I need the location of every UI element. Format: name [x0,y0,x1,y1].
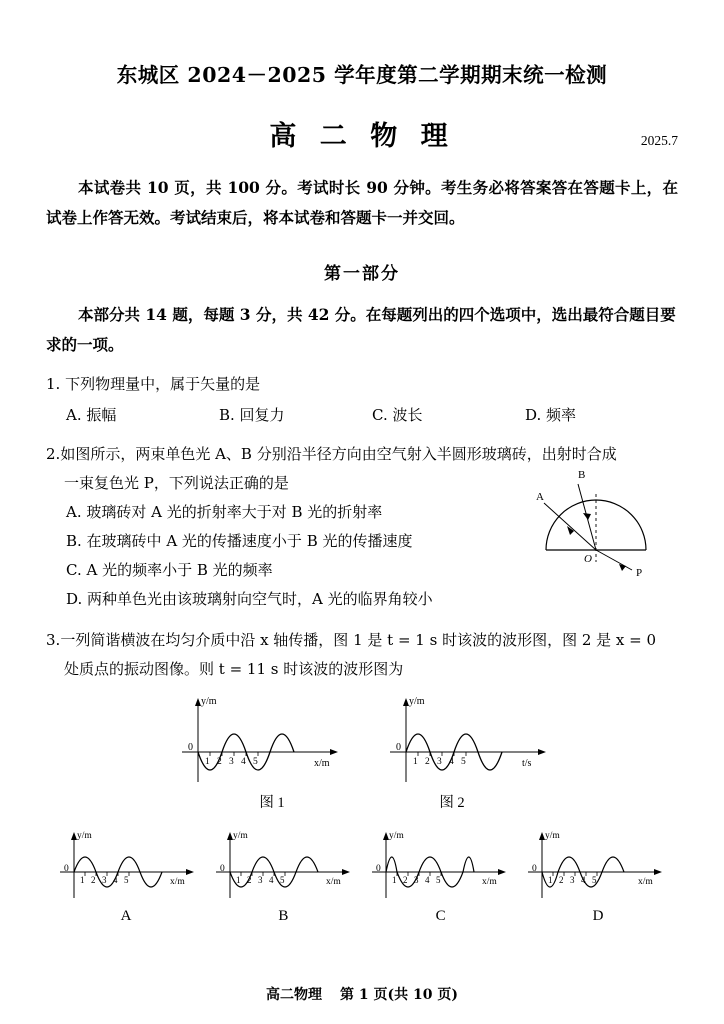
svg-text:2: 2 [403,875,408,885]
svg-text:t/s: t/s [522,758,532,769]
svg-text:5: 5 [461,757,466,767]
svg-text:4: 4 [425,875,430,885]
svg-text:1: 1 [236,875,241,885]
svg-text:2: 2 [247,875,252,885]
option-letter-a: A [120,908,132,924]
question-3-option-letters [46,908,678,925]
question-3-option-figures [46,826,678,908]
svg-text:x/m: x/m [326,877,341,887]
question-1-options [46,401,678,430]
svg-text:0: 0 [376,864,381,874]
figure-1-waveform [168,690,348,795]
figure-2-caption: 图 2 [439,795,465,811]
svg-text:5: 5 [280,875,285,885]
option-b-figure[interactable] [208,826,360,908]
question-2-option-b: B. 在玻璃砖中 A 光的传播速度小于 B 光的传播速度 [66,532,413,550]
question-3 [46,626,678,655]
svg-text:5: 5 [253,757,258,767]
svg-text:2: 2 [91,875,96,885]
svg-text:3: 3 [570,875,575,885]
svg-text:0: 0 [532,864,537,874]
svg-text:4: 4 [449,757,454,767]
option-d-figure[interactable] [520,826,672,908]
subject-title: 高 二 物 理 [269,121,455,152]
svg-text:4: 4 [581,875,586,885]
svg-text:2: 2 [217,757,222,767]
svg-text:x/m: x/m [482,877,497,887]
option-a-figure[interactable] [52,826,204,908]
question-2-stem-line1: 如图所示，两束单色光 A、B 分别沿半径方向由空气射入半圆形玻璃砖，出射时合成 [60,445,617,463]
question-3-stem-line2: 处质点的振动图像。则 t = 11 s 时该波的波形图为 [64,660,404,678]
question-2-option-c: C. A 光的频率小于 B 光的频率 [66,561,273,579]
option-c-figure[interactable] [364,826,516,908]
svg-text:y/m: y/m [389,831,404,841]
svg-text:3: 3 [258,875,263,885]
question-2-stem-line2: 一束复色光 P，下列说法正确的是 [64,474,289,492]
footer-page: 第 1 页(共 10 页) [340,987,458,1003]
question-2-number: 2. [46,445,61,463]
svg-text:x/m: x/m [314,758,330,769]
svg-text:3: 3 [414,875,419,885]
figure-label-p: P [636,567,643,578]
question-3-number: 3. [46,631,61,649]
svg-text:2: 2 [559,875,564,885]
figure-captions [46,791,678,812]
footer-subject: 高二物理 [266,987,323,1003]
section-title: 第一部分 [324,264,400,284]
option-letter-c: C [435,908,446,924]
svg-text:5: 5 [592,875,597,885]
svg-text:y/m: y/m [77,831,92,841]
svg-text:0: 0 [188,742,193,753]
svg-text:1: 1 [80,875,85,885]
svg-text:0: 0 [396,742,401,753]
figure-label-b: B [578,469,586,481]
option-letter-d: D [592,908,604,924]
question-1-option-b: B. 回复力 [219,406,285,424]
svg-text:x/m: x/m [170,877,185,887]
svg-text:3: 3 [229,757,234,767]
figure-label-o: O [584,553,592,565]
question-2-figure [504,458,684,578]
svg-text:3: 3 [102,875,107,885]
svg-text:4: 4 [113,875,118,885]
svg-text:y/m: y/m [545,831,560,841]
section-directions: 本部分共 14 题，每题 3 分，共 42 分。在每题列出的四个选项中，选出最符合题目要求的一项。 [46,305,676,354]
svg-text:0: 0 [64,864,69,874]
question-1-option-c: C. 波长 [372,406,423,424]
question-1-stem: 下列物理量中，属于矢量的是 [65,375,261,393]
option-letter-b: B [278,908,289,924]
svg-text:y/m: y/m [201,696,217,707]
svg-text:3: 3 [437,757,442,767]
svg-text:0: 0 [220,864,225,874]
svg-text:5: 5 [124,875,129,885]
svg-text:y/m: y/m [409,696,425,707]
svg-text:x/m: x/m [638,877,653,887]
svg-text:y/m: y/m [233,831,248,841]
question-1-option-a: A. 振幅 [66,406,117,424]
svg-text:1: 1 [548,875,553,885]
svg-text:1: 1 [205,757,210,767]
question-1 [46,370,678,399]
instructions-paragraph: 本试卷共 10 页，共 100 分。考试时长 90 分钟。考生务必将答案答在答题卡上，在试卷上作答无效。考试结束后，将本试卷和答题卡一并交回。 [46,178,678,227]
figure-2-vibration [376,690,556,795]
question-1-option-d: D. 频率 [525,406,577,424]
question-3-stem-line1: 一列简谐横波在均匀介质中沿 x 轴传播，图 1 是 t = 1 s 时该波的波形图，图 2 是 x = 0 [60,631,657,649]
figure-label-a: A [536,491,544,503]
subject-row [46,114,678,153]
svg-text:4: 4 [241,757,246,767]
figure-1-caption: 图 1 [259,795,285,811]
exam-date: 2025.7 [640,133,678,148]
question-1-number: 1. [46,375,61,393]
svg-text:1: 1 [413,757,418,767]
question-2 [46,440,678,614]
svg-text:4: 4 [269,875,274,885]
question-2-option-a: A. 玻璃砖对 A 光的折射率大于对 B 光的折射率 [66,503,383,521]
svg-text:2: 2 [425,757,430,767]
question-2-option-d: D. 两种单色光由该玻璃射向空气时，A 光的临界角较小 [66,590,433,608]
page-footer [0,984,724,1004]
question-3-figures [46,690,678,795]
svg-text:1: 1 [392,875,397,885]
page-title: 东城区 2024－2025 学年度第二学期期末统一检测 [116,63,608,87]
svg-text:5: 5 [436,875,441,885]
